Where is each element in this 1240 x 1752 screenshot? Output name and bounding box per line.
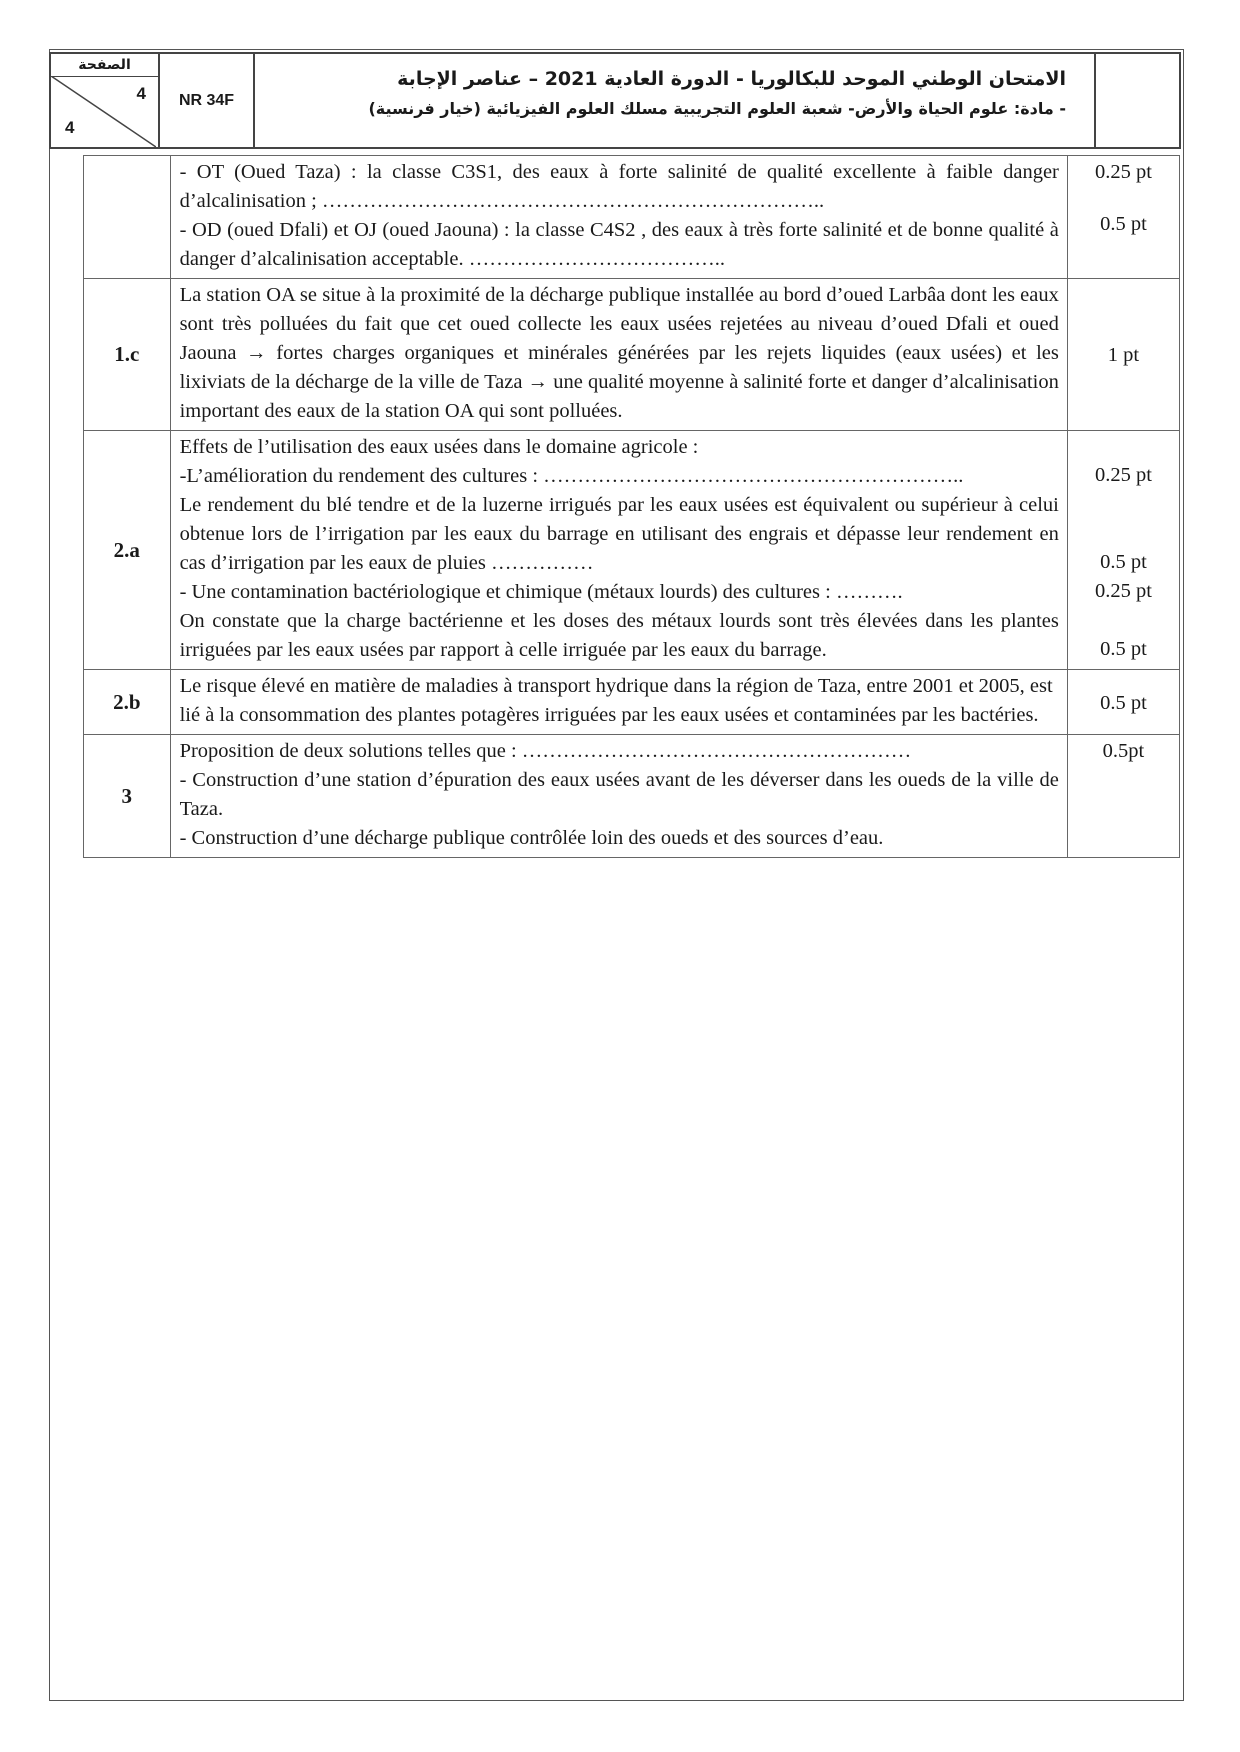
- exam-title-line1: الامتحان الوطني الموحد للبكالوريا - الدورة العادية 2021 – عناصر الإجابة: [397, 68, 1066, 90]
- points-value: 0.25 pt: [1094, 161, 1152, 183]
- answer-line: - OD (oued Dfali) et OJ (oued Jaouna) : la classe C4S2 , des eaux à très forte salinité et de bonne qualité à danger d’alcalinisation acceptable. ………………………………..: [179, 219, 1059, 270]
- points-value: 0.5pt: [1102, 740, 1145, 762]
- exam-code: NR 34F: [160, 54, 255, 147]
- answer-line: - OT (Oued Taza) : la classe C3S1, des eaux à forte salinité de qualité excellente à faible danger d’alcalinisation ; ………………………………………………………………..: [179, 161, 1059, 212]
- points-cell: [1067, 431, 1179, 670]
- answer-text: [170, 670, 1067, 735]
- answer-line: -L’amélioration du rendement des cultures : ……………………………………………………..: [179, 465, 964, 487]
- exam-title: [255, 54, 1096, 147]
- exam-title-line2: - مادة: علوم الحياة والأرض- شعبة العلوم التجريبية مسلك العلوم الفيزيائية (خيار فرنسية): [368, 99, 1066, 118]
- answer-text: [170, 156, 1067, 279]
- answer-line: - Une contamination bactériologique et chimique (métaux lourds) des cultures : ……….: [179, 581, 903, 603]
- table-row: [84, 279, 1180, 431]
- points-value: 0.5 pt: [1100, 691, 1147, 714]
- points-value: 0.5 pt: [1100, 551, 1147, 573]
- table-row: [84, 670, 1180, 735]
- answer-line: Proposition de deux solutions telles que : …………………………………………………: [179, 740, 912, 762]
- question-number: 2.a: [84, 431, 171, 670]
- answer-line: Effets de l’utilisation des eaux usées dans le domaine agricole :: [179, 436, 699, 458]
- points-cell: [1067, 735, 1179, 858]
- points-value: 1 pt: [1107, 344, 1140, 366]
- page-label: الصفحة: [51, 54, 158, 77]
- table-row: [84, 431, 1180, 670]
- table-row: [84, 156, 1180, 279]
- answer-line: - Construction d’une décharge publique contrôlée loin des oueds et des sources d’eau.: [179, 827, 884, 849]
- question-number: [84, 156, 171, 279]
- answer-text: [170, 431, 1067, 670]
- answer-line: Le risque élevé en matière de maladies à transport hydrique dans la région de Taza, entre 2001 et 2005, est lié à la consommation des plantes potagères irriguées par les eaux usées et contaminées par les bactéries.: [179, 675, 1053, 726]
- exam-header: [49, 52, 1181, 149]
- points-cell: [1067, 279, 1179, 431]
- page-total: 4: [65, 118, 75, 137]
- page-current: 4: [136, 84, 146, 103]
- header-empty-cell: [1096, 54, 1179, 147]
- answer-text: [170, 735, 1067, 858]
- points-cell: [1067, 670, 1179, 735]
- points-value: 0.5 pt: [1100, 213, 1147, 235]
- answer-line: - Construction d’une station d’épuration des eaux usées avant de les déverser dans les oueds de la ville de Taza.: [179, 769, 1059, 820]
- points-cell: [1067, 156, 1179, 279]
- points-value: 0.25 pt: [1094, 464, 1152, 486]
- question-number: 2.b: [84, 670, 171, 735]
- answer-line: Le rendement du blé tendre et de la luzerne irrigués par les eaux usées est équivalent ou supérieur à celui obtenue lors de l’irrigation par les eaux du barrage en utilisant des engrais et dépasse leur rendement en cas d’irrigation par les eaux de pluies ……………: [179, 494, 1059, 574]
- points-value: 0.5 pt: [1100, 638, 1147, 660]
- answer-line: La station OA se situe à la proximité de la décharge publique installée au bord d’oued Larbâa dont les eaux sont très polluées du fait que cet oued collecte les eaux usées rejetées au niveau d’oued Dfali et oued Jaouna → fortes charges organiques et minérales générées par les rejets liquides (eaux usées) et les lixiviats de la décharge de la ville de Taza → une qualité moyenne à salinité forte et danger d’alcalinisation important des eaux de la station OA qui sont polluées.: [179, 284, 1059, 422]
- points-value: 0.25 pt: [1094, 580, 1152, 602]
- answer-table: [83, 155, 1180, 858]
- page-number-box: [51, 54, 160, 147]
- answer-text: [170, 279, 1067, 431]
- table-row: [84, 735, 1180, 858]
- question-number: 1.c: [84, 279, 171, 431]
- question-number: 3: [84, 735, 171, 858]
- answer-line: On constate que la charge bactérienne et les doses des métaux lourds sont très élevées dans les plantes irriguées par les eaux usées par rapport à celle irriguée par les eaux du barrage.: [179, 610, 1059, 661]
